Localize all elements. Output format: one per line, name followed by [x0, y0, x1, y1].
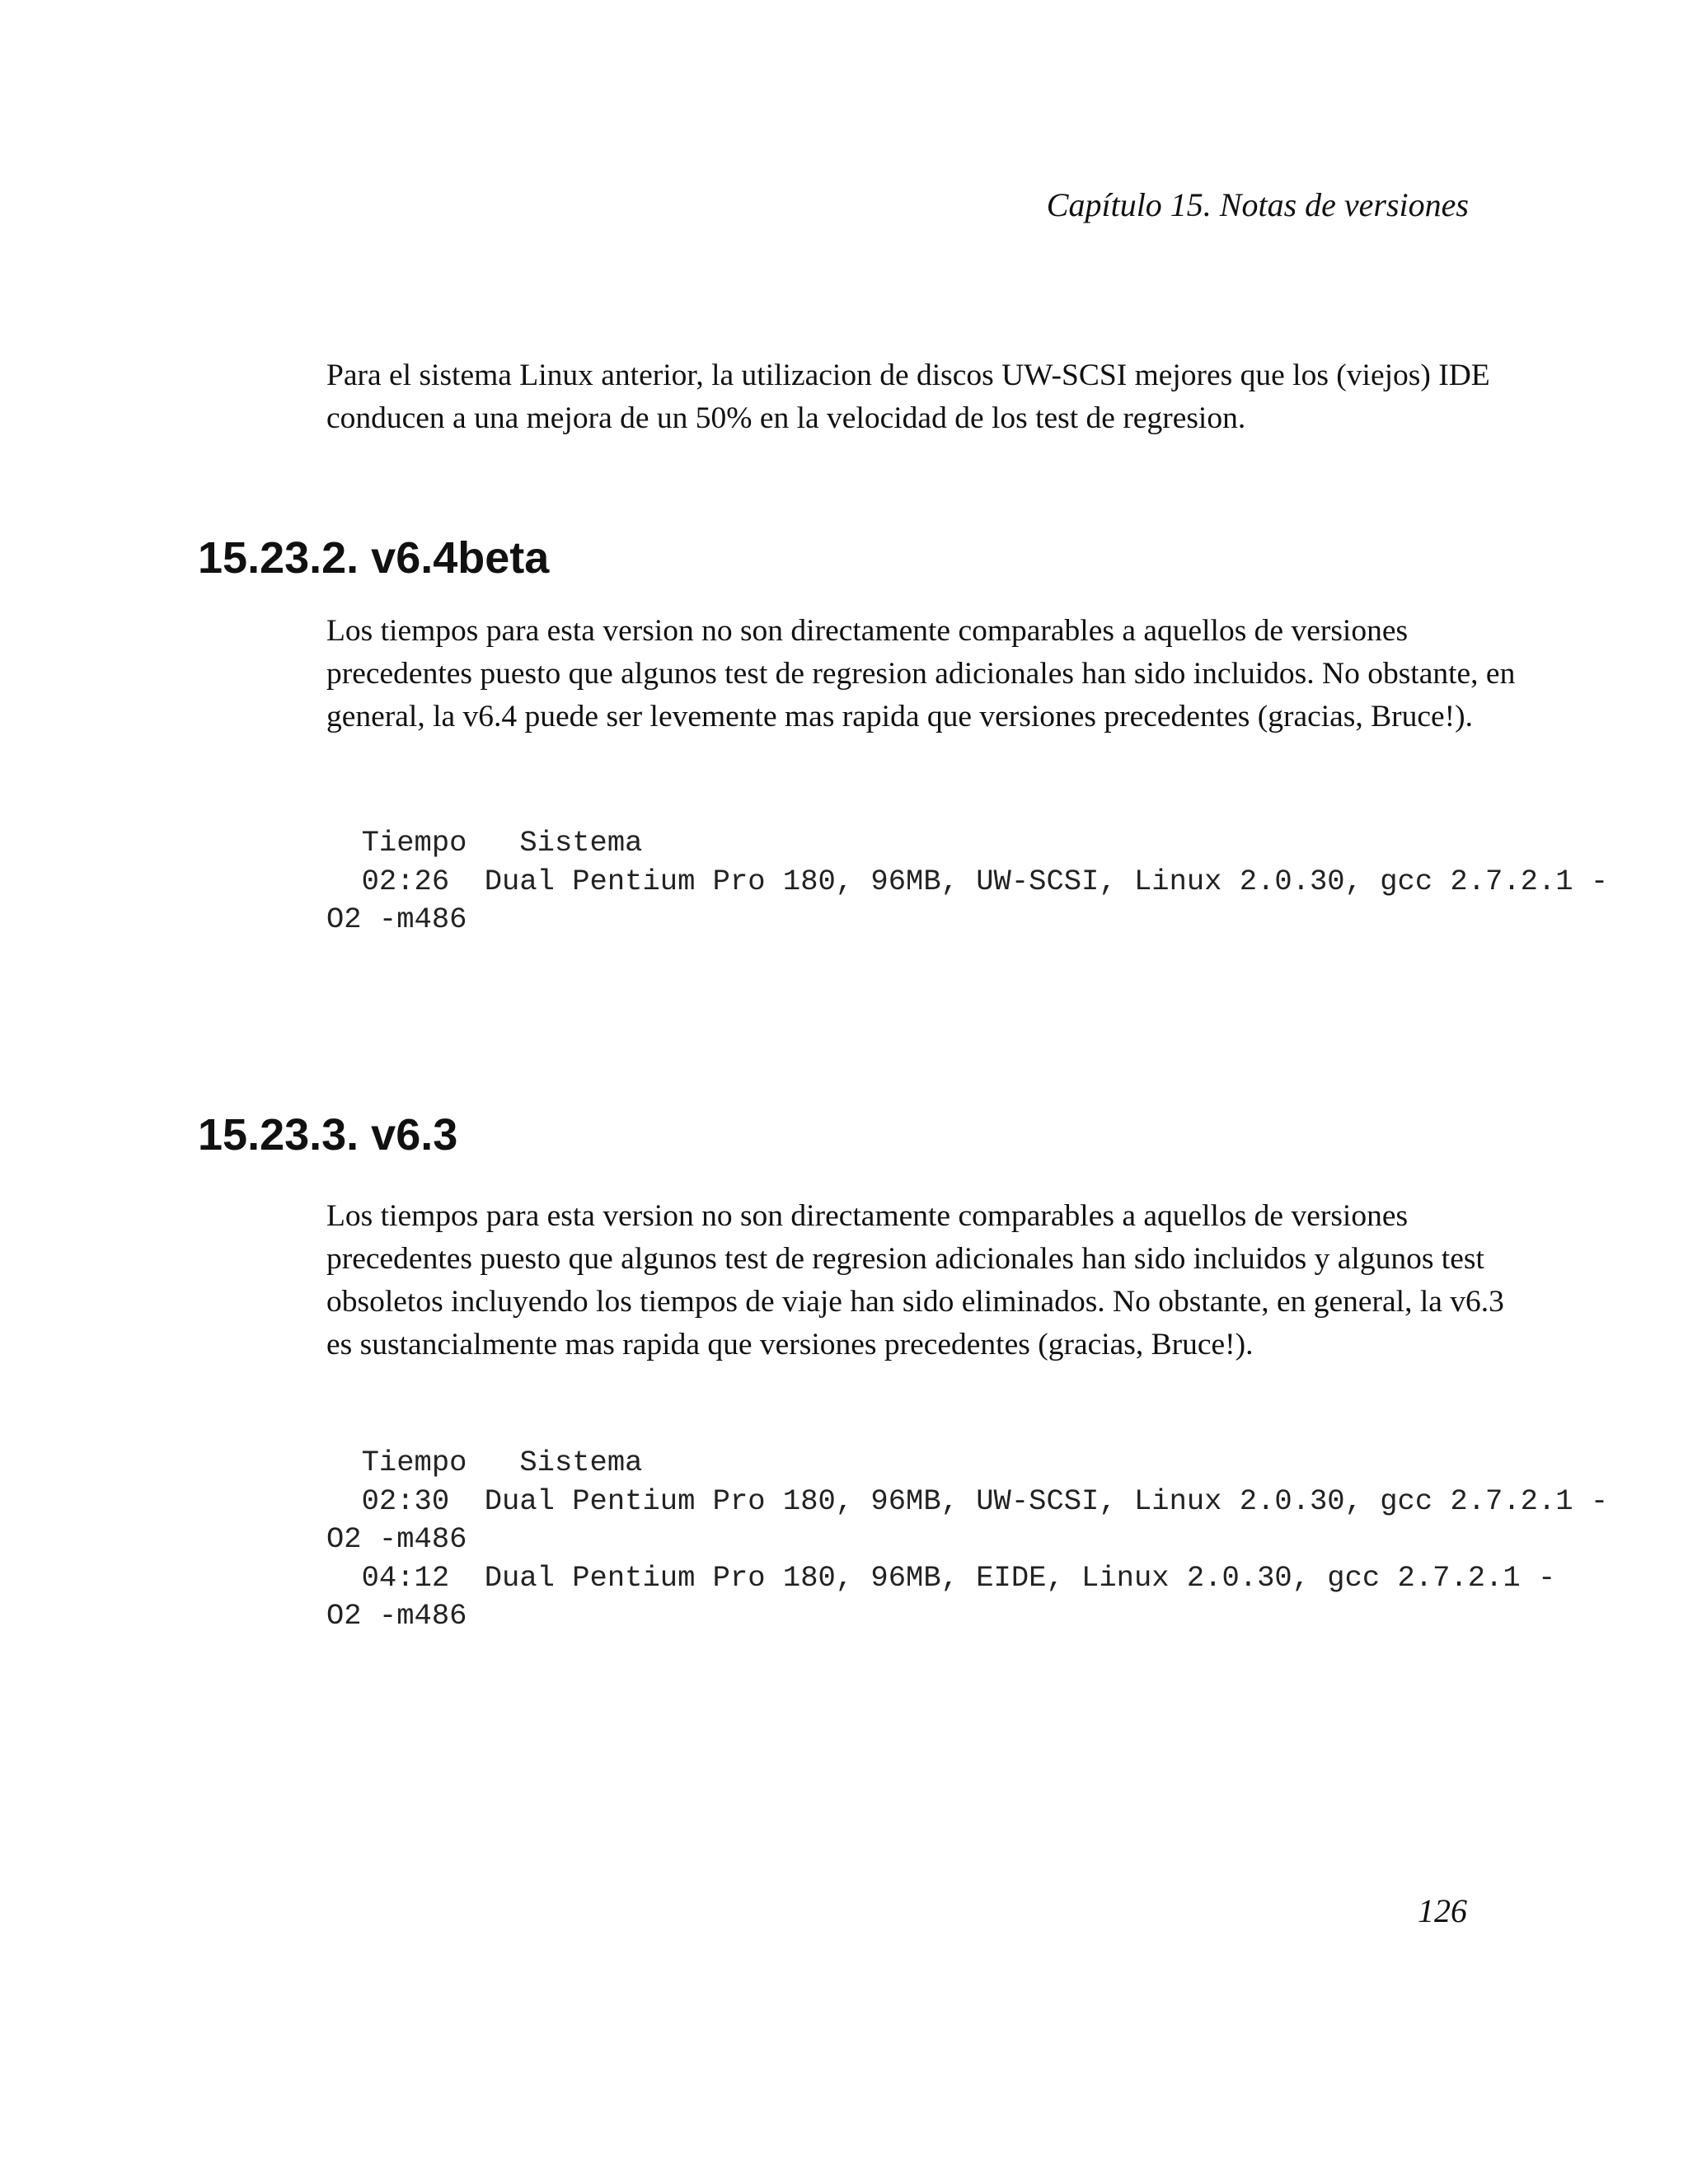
timing-listing-v6-3: Tiempo Sistema 02:30 Dual Pentium Pro 180, 96MB, UW-SCSI, Linux 2.0.30, gcc 2.7.2.1 - O2 -m486 04:12 Dual Pentium Pro 180, 96MB, EIDE, Linux 2.0.30, gcc 2.7.2.1 - O2 -m486: [326, 1446, 1609, 1633]
section-heading-v6-3: 15.23.3. v6.3: [198, 1110, 458, 1160]
section-paragraph-v6-4beta: Los tiempos para esta version no son directamente comparables a aquellos de versiones precedentes puesto que algunos test de regresion adicionales han sido incluidos. No obstante, en general, la v6.4 puede ser levemente mas rapida que versiones precedentes (gracias, Bruce!).: [326, 614, 1516, 733]
page-number: 126: [1418, 1892, 1467, 1929]
intro-paragraph: Para el sistema Linux anterior, la utilizacion de discos UW-SCSI mejores que los (viejos) IDE conducen a una mejora de un 50% en la velocidad de los test de regresion.: [326, 359, 1490, 435]
timing-listing-v6-4beta: Tiempo Sistema 02:26 Dual Pentium Pro 180, 96MB, UW-SCSI, Linux 2.0.30, gcc 2.7.2.1 - O2 -m486: [326, 826, 1609, 936]
running-header-chapter-title: Capítulo 15. Notas de versiones: [1046, 186, 1469, 223]
section-paragraph-v6-3: Los tiempos para esta version no son directamente comparables a aquellos de versiones precedentes puesto que algunos test de regresion adicionales han sido incluidos y algunos test obsoletos incluyendo los tiempos de viaje han sido eliminados. No obstante, en general, la v6.3 es sustancialmente mas rapida que versiones precedentes (gracias, Bruce!).: [326, 1199, 1504, 1361]
section-heading-v6-4beta: 15.23.2. v6.4beta: [198, 533, 550, 583]
